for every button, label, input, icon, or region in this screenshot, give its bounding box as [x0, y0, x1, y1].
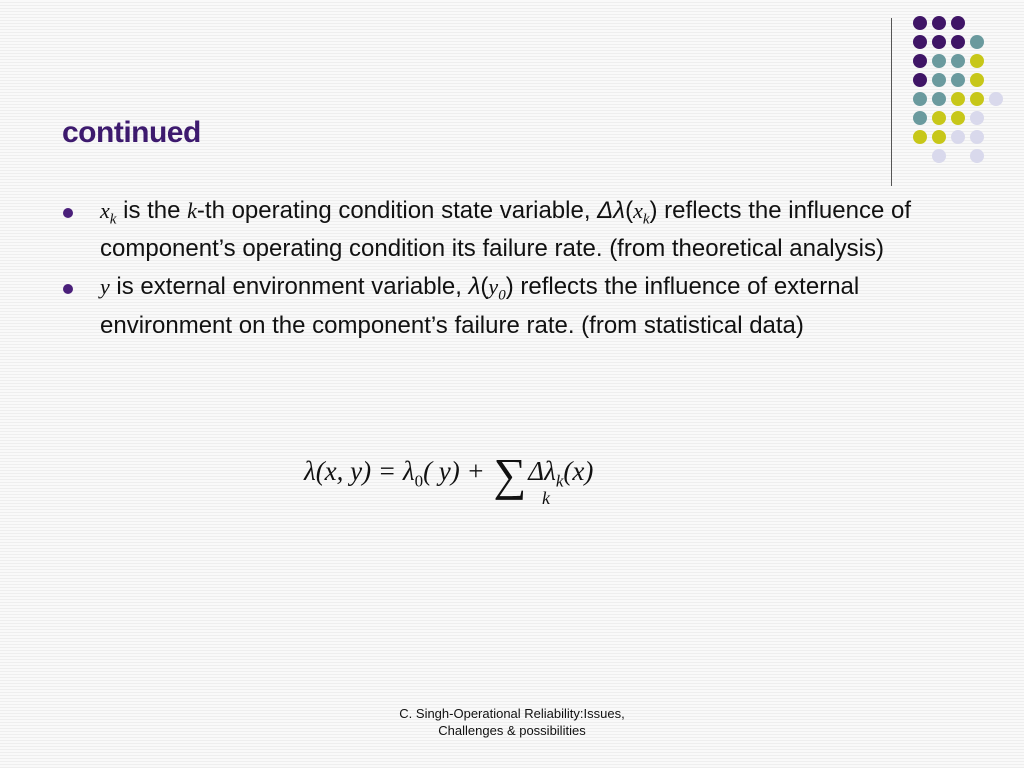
- decorative-dot: [913, 111, 927, 125]
- decorative-dot: [932, 130, 946, 144]
- decorative-dot: [932, 149, 946, 163]
- decorative-dot: [932, 35, 946, 49]
- decorative-dot: [932, 54, 946, 68]
- decorative-dot: [913, 130, 927, 144]
- math-variable: y: [100, 274, 110, 300]
- decorative-dot: [970, 73, 984, 87]
- math-symbol: λ: [468, 273, 481, 301]
- decorative-dot: [970, 35, 984, 49]
- decorative-dot: [970, 149, 984, 163]
- decorative-dot: [951, 16, 965, 30]
- equation-rhs-end: (x): [563, 456, 594, 486]
- decorative-dot: [913, 35, 927, 49]
- summation-index: k: [542, 488, 550, 508]
- decorative-dot: [951, 35, 965, 49]
- bullet-text: reflects the influence of component’s operating condition its failure rate. (from theoretical analysis): [100, 197, 911, 263]
- equation-lhs: λ(x, y) = λ: [304, 456, 415, 486]
- bullet-text: reflects the influence of external environment on the component’s failure rate. (from statistical data): [100, 273, 860, 339]
- decorative-dot: [932, 92, 946, 106]
- decorative-dot: [970, 130, 984, 144]
- equation-rhs: Δλ: [528, 456, 556, 486]
- math-paren: ): [505, 273, 514, 301]
- decorative-dot: [970, 54, 984, 68]
- decorative-divider-line: [891, 18, 892, 186]
- decorative-dot-grid: [900, 12, 1024, 172]
- equation-mid: ( y) +: [423, 456, 492, 486]
- decorative-dot: [913, 92, 927, 106]
- math-paren: ): [649, 197, 658, 224]
- decorative-dot: [913, 16, 927, 30]
- bullet-text: is external environment variable,: [109, 273, 469, 301]
- slide-footer: [300, 705, 724, 739]
- footer-line-2: Challenges & possibilities: [438, 723, 586, 738]
- decorative-dot: [932, 73, 946, 87]
- bullet-item-2: [60, 272, 930, 340]
- bullet-dot-icon: [63, 284, 73, 294]
- decorative-dot: [951, 111, 965, 125]
- equation-rhs-sub: k: [555, 471, 564, 491]
- decorative-dot: [913, 73, 927, 87]
- bullet-item-1: [60, 196, 930, 264]
- decorative-dot: [970, 92, 984, 106]
- decorative-dot: [989, 92, 1003, 106]
- bullet-dot-icon: [63, 208, 73, 218]
- math-paren: (: [480, 273, 489, 301]
- decorative-dot: [951, 73, 965, 87]
- equation-lhs-sub: 0: [414, 471, 424, 491]
- decorative-dot: [951, 130, 965, 144]
- bullet-text: is the: [116, 197, 188, 224]
- decorative-dot: [951, 54, 965, 68]
- slide-title: continued: [62, 116, 201, 149]
- math-variable: $x_k$: [633, 198, 650, 228]
- summation-symbol: ∑: [493, 449, 527, 500]
- bullet-text: -th operating condition state variable,: [196, 197, 598, 224]
- decorative-dot: [970, 111, 984, 125]
- math-paren: (: [625, 197, 634, 224]
- decorative-dot: [951, 92, 965, 106]
- math-variable: k: [187, 198, 197, 223]
- bullet-list: [60, 196, 930, 349]
- math-variable: $y_0$: [488, 274, 506, 304]
- decorative-dot: [932, 111, 946, 125]
- math-symbol: Δλ: [597, 197, 626, 224]
- decorative-dot: [913, 54, 927, 68]
- decorative-dot: [932, 16, 946, 30]
- math-variable: $x_k$: [100, 198, 117, 228]
- equation: [304, 444, 684, 514]
- footer-line-1: C. Singh-Operational Reliability:Issues,: [399, 706, 625, 721]
